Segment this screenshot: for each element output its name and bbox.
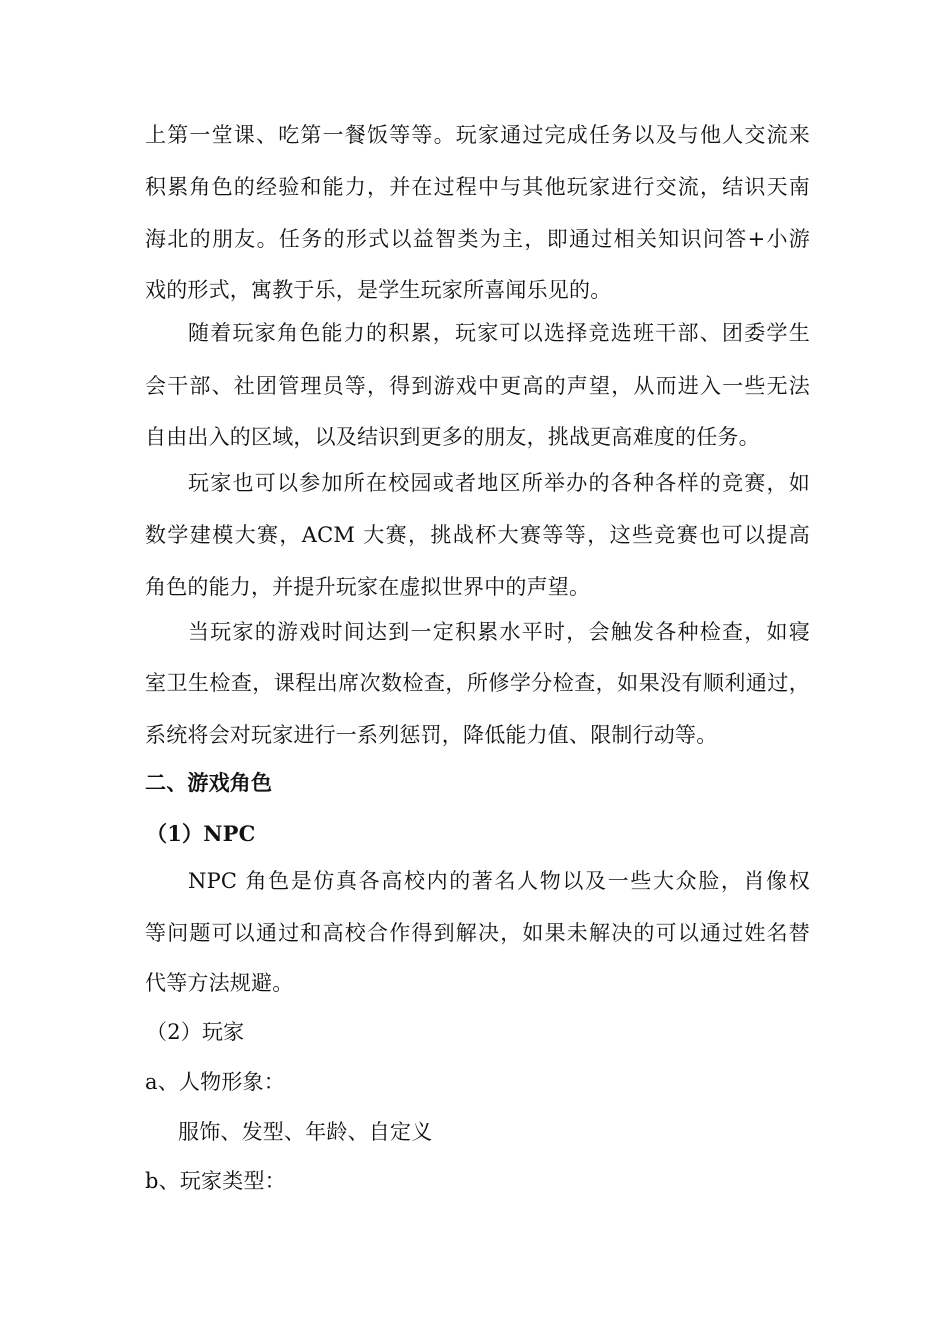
subsection-heading-player: （2）玩家 bbox=[146, 1020, 245, 1044]
subsection-heading-npc: （1）NPC bbox=[146, 821, 256, 846]
paragraph-line: NPC 角色是仿真各高校内的著名人物以及一些大众脸，肖像权 bbox=[188, 869, 810, 893]
paragraph-line: 会干部、社团管理员等，得到游戏中更高的声望，从而进入一些无法 bbox=[145, 374, 810, 398]
paragraph-line: 室卫生检查，课程出席次数检查，所修学分检查，如果没有顺利通过， bbox=[145, 671, 810, 695]
paragraph-line: 数学建模大赛，ACM 大赛，挑战杯大赛等等，这些竞赛也可以提高 bbox=[145, 523, 810, 547]
paragraph-line: 系统将会对玩家进行一系列惩罚，降低能力值、限制行动等。 bbox=[145, 723, 718, 747]
paragraph-line: 上第一堂课、吃第一餐饭等等。玩家通过完成任务以及与他人交流来 bbox=[145, 123, 810, 147]
paragraph-line: 当玩家的游戏时间达到一定积累水平时，会触发各种检查，如寝 bbox=[188, 620, 810, 644]
paragraph-line: 随着玩家角色能力的积累，玩家可以选择竞选班干部、团委学生 bbox=[188, 321, 810, 345]
paragraph-line: 戏的形式，寓教于乐，是学生玩家所喜闻乐见的。 bbox=[145, 278, 612, 302]
paragraph-line: 自由出入的区域，以及结识到更多的朋友，挑战更高难度的任务。 bbox=[145, 425, 760, 449]
paragraph-line: 玩家也可以参加所在校园或者地区所举办的各种各样的竞赛，如 bbox=[188, 471, 810, 495]
paragraph-line: 代等方法规避。 bbox=[145, 971, 294, 995]
paragraph-line: 海北的朋友。任务的形式以益智类为主，即通过相关知识问答+小游 bbox=[145, 227, 810, 251]
section-heading: 二、游戏角色 bbox=[145, 770, 273, 795]
paragraph-line: 积累角色的经验和能力，并在过程中与其他玩家进行交流，结识天南 bbox=[145, 175, 810, 199]
appearance-label: a、人物形象： bbox=[145, 1070, 285, 1094]
paragraph-line: 角色的能力，并提升玩家在虚拟世界中的声望。 bbox=[145, 575, 591, 599]
paragraph-line: 等问题可以通过和高校合作得到解决，如果未解决的可以通过姓名替 bbox=[145, 921, 810, 945]
appearance-items: 服饰、发型、年龄、自定义 bbox=[178, 1120, 433, 1144]
player-type-label: b、玩家类型： bbox=[145, 1169, 286, 1193]
